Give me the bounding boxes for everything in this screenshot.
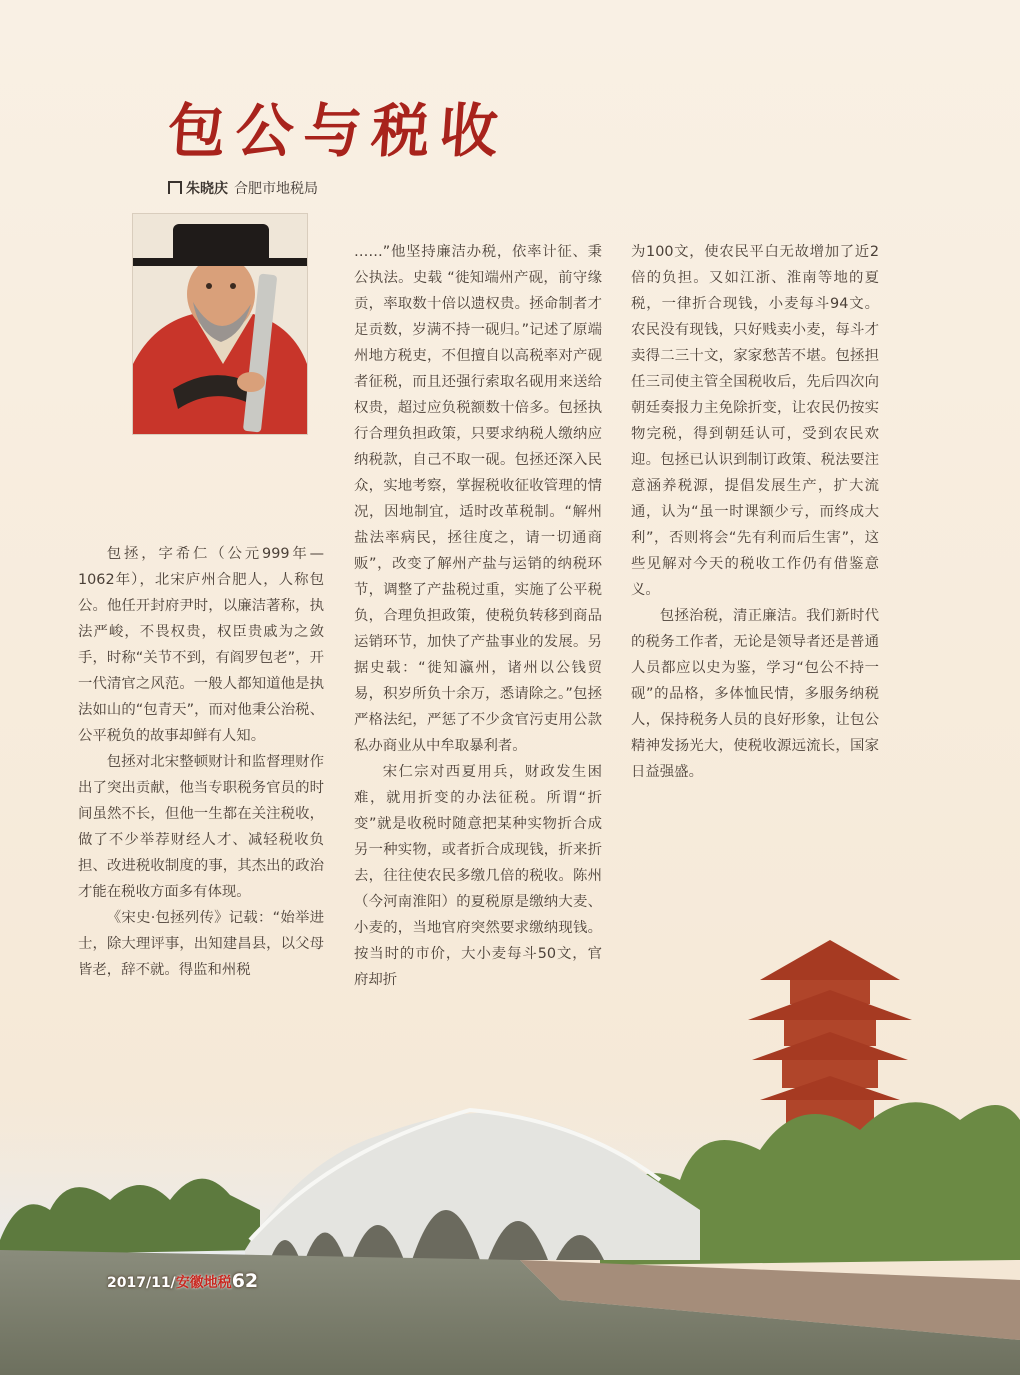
paragraph: 宋仁宗对西夏用兵，财政发生困难，就用折变的办法征税。所谓“折变”就是收税时随意把某种实物折合成另一种实物，或者折合成现钱，折来折去，往往使农民多缴几倍的税收。陈州（今河南淮阳）的夏税原是缴纳大麦、小麦的，当地官府突然要求缴纳现钱。按当时的市价，大小麦每斗50文，官府却折 bbox=[354, 764, 602, 988]
text-column-1 bbox=[78, 541, 324, 983]
byline-mark-icon bbox=[168, 181, 182, 194]
text-column-2 bbox=[354, 239, 602, 993]
paragraph: 包拯，字希仁（公元999年—1062年），北宋庐州合肥人，人称包公。他任开封府尹时，以廉洁著称，执法严峻，不畏权贵，权臣贵戚为之敛手，时称“关节不到，有阎罗包老”，开一代清官之风范。一般人都知道他是执法如山的“包青天”，而对他秉公治税、公平税负的故事却鲜有人知。 bbox=[78, 546, 324, 744]
byline-author: 朱晓庆 bbox=[186, 181, 228, 197]
bao-zheng-portrait bbox=[132, 213, 308, 435]
footer-magazine: 安徽地税 bbox=[175, 1275, 232, 1291]
paragraph: 包拯治税，清正廉洁。我们新时代的税务工作者，无论是领导者还是普通人员都应以史为鉴，学习“包公不持一砚”的品格，多体恤民情，多服务纳税人，保持税务人员的良好形象，让包公精神发扬光大，使税收源远流长，国家日益强盛。 bbox=[631, 608, 879, 780]
text-column-3 bbox=[631, 239, 879, 785]
byline bbox=[168, 178, 318, 198]
park-scene-photo bbox=[0, 920, 1020, 1375]
paragraph: 包拯对北宋整顿财计和监督理财作出了突出贡献，他当专职税务官员的时间虽然不长，但他一生都在关注税收，做了不少举荐财经人才、减轻税收负担、改进税收制度的事，其杰出的政治才能在税收方面多有体现。 bbox=[78, 754, 324, 900]
page-number: 62 bbox=[231, 1270, 259, 1292]
paragraph: 《宋史·包拯列传》记载：“始举进士，除大理评事，出知建昌县，以父母皆老，辞不就。得监和州税 bbox=[78, 910, 324, 978]
article-title: 包公与税收 bbox=[165, 97, 511, 165]
paragraph: 为100文，使农民平白无故增加了近2倍的负担。又如江浙、淮南等地的夏税，一律折合现钱，小麦每斗94文。农民没有现钱，只好贱卖小麦，每斗才卖得二三十文，家家愁苦不堪。包拯担任三司使主管全国税收后，先后四次向朝廷奏报力主免除折变，让农民仍按实物完税，得到朝廷认可，受到农民欢迎。包拯已认识到制订政策、税法要注意涵养税源，提倡发展生产，扩大流通，认为“虽一时课额少亏，而终成大利”，否则将会“先有利而后生害”，这些见解对今天的税收工作仍有借鉴意义。 bbox=[631, 244, 879, 598]
portrait-illustration bbox=[133, 214, 307, 434]
footer-date: 2017/11/ bbox=[107, 1275, 176, 1291]
page-footer bbox=[107, 1270, 258, 1292]
byline-org: 合肥市地税局 bbox=[234, 181, 318, 197]
paragraph: ……”他坚持廉洁办税，依率计征、秉公执法。史载 “徙知端州产砚，前守缘贡，率取数十倍以遗权贵。拯命制者才足贡数，岁满不持一砚归。”记述了原端州地方税吏，不但擅自以高税率对产砚者征税，而且还强行索取名砚用来送给权贵，超过应负税额数十倍多。包拯执行合理负担政策，只要求纳税人缴纳应纳税款，自己不取一砚。包拯还深入民众，实地考察，掌握税收征收管理的情况，因地制宜，适时改革税制。“解州盐法率病民，拯往度之，请一切通商贩”，改变了解州产盐与运销的纳税环节，调整了产盐税过重，实施了公平税负，合理负担政策，使税负转移到商品运销环节，加快了产盐事业的发展。另据史载：“徙知瀛州，诸州以公钱贸易，积岁所负十余万，悉请除之。”包拯严格法纪，严惩了不少贪官污吏用公款私办商业从中牟取暴利者。 bbox=[354, 244, 602, 754]
